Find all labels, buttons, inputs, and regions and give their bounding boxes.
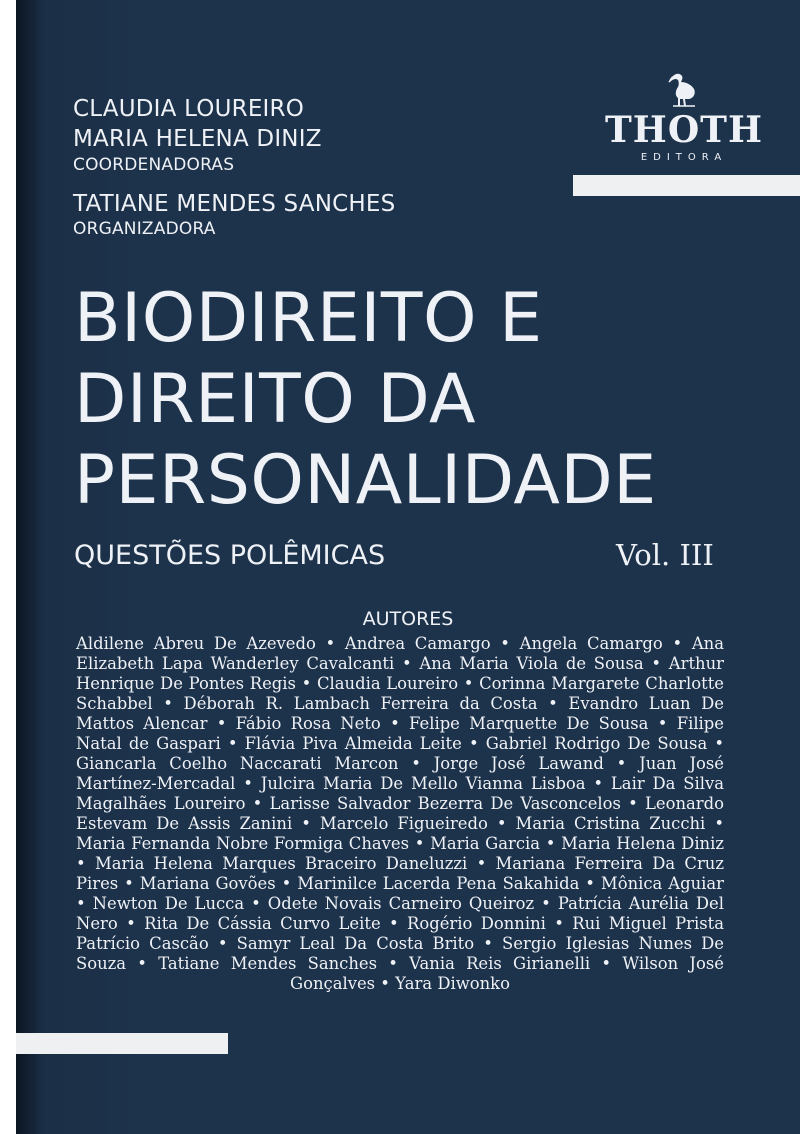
title-line-1: BIODIREITO E: [74, 279, 543, 358]
title-line-2: DIREITO DA: [74, 360, 477, 439]
decorative-bar-top: [573, 175, 800, 196]
ibis-bird-icon: [667, 70, 701, 110]
coordinator-name-1: CLAUDIA LOUREIRO: [73, 96, 305, 122]
coordinators-role: COORDENADORAS: [73, 155, 235, 175]
subtitle: QUESTÕES POLÊMICAS: [74, 540, 386, 571]
publisher-subtitle: EDITORA: [640, 152, 728, 163]
authors-heading: AUTORES: [362, 608, 454, 630]
publisher-logo: [604, 70, 764, 163]
coordinator-name-2: MARIA HELENA DINIZ: [73, 126, 322, 152]
authors-list: Aldilene Abreu De Azevedo • Andrea Camargo • Angela Camargo • Ana Elizabeth Lapa Wanderley Cavalcanti • Ana Maria Viola de Sousa • Arthur Henrique De Pontes Regis • Claudia Loureiro • Corinna Margarete Charlotte Schabbel • Déborah R. Lambach Ferreira da Costa • Evandro Luan De Mattos Alencar • Fábio Rosa Neto • Felipe Marquette De Sousa • Filipe Natal de Gaspari • Flávia Piva Almeida Leite • Gabriel Rodrigo De Sousa • Giancarla Coelho Naccarati Marcon • Jorge José Lawand • Juan José Martínez-Mercadal • Julcira Maria De Mello Vianna Lisboa • Lair Da Silva Magalhães Loureiro • Larisse Salvador Bezerra De Vasconcelos • Leonardo Estevam De Assis Zanini • Marcelo Figueiredo • Maria Cristina Zucchi • Maria Fernanda Nobre Formiga Chaves • Maria Garcia • Maria Helena Diniz • Maria Helena Marques Braceiro Daneluzzi • Mariana Ferreira Da Cruz Pires • Mariana Govões • Marinilce Lacerda Pena Sakahida • Mônica Aguiar • Newton De Lucca • Odete Novais Carneiro Queiroz • Patrícia Aurélia Del Nero • Rita De Cássia Curvo Leite • Rogério Donnini • Rui Miguel Prista Patrício Cascão • Samyr Leal Da Costa Brito • Sergio Iglesias Nunes De Souza • Tatiane Mendes Sanches • Vania Reis Girianelli • Wilson José Gonçalves • Yara Diwonko: [76, 634, 724, 993]
organizer-name: TATIANE MENDES SANCHES: [73, 191, 396, 217]
decorative-bar-bottom: [16, 1033, 228, 1054]
publisher-name: THOTH: [605, 109, 763, 151]
spine-shadow: [16, 0, 42, 1134]
organizer-role: ORGANIZADORA: [73, 219, 216, 239]
volume-number: Vol. III: [616, 538, 714, 572]
title-line-3: PERSONALIDADE: [74, 441, 657, 520]
book-cover: [16, 0, 800, 1134]
